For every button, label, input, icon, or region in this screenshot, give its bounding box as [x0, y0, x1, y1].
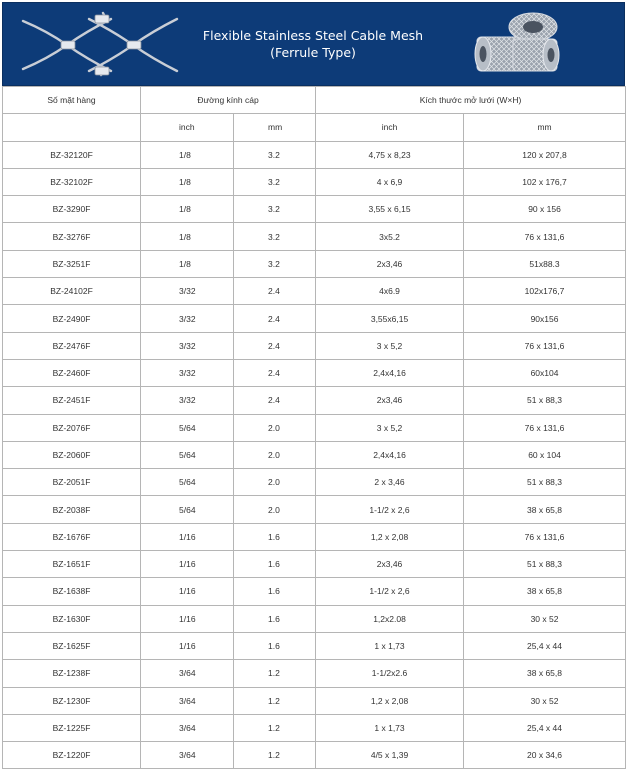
cell-diameter-inch: 3/64	[141, 742, 234, 769]
cell-diameter-mm: 2.4	[234, 359, 316, 386]
cell-diameter-inch: 5/64	[141, 496, 234, 523]
cell-item-no: BZ-2076F	[3, 414, 141, 441]
table-row	[3, 687, 626, 714]
cell-opening-mm: 102x176,7	[464, 278, 626, 305]
table-row	[3, 714, 626, 741]
cell-opening-mm: 20 x 34,6	[464, 742, 626, 769]
cell-item-no: BZ-2060F	[3, 441, 141, 468]
cell-opening-mm: 25,4 x 44	[464, 632, 626, 659]
table-body	[3, 141, 626, 769]
cell-opening-mm: 90 x 156	[464, 196, 626, 223]
cell-opening-mm: 60x104	[464, 359, 626, 386]
cell-opening-mm: 51x88.3	[464, 250, 626, 277]
cell-opening-inch: 1-1/2 x 2,6	[316, 578, 464, 605]
cell-diameter-mm: 1.2	[234, 714, 316, 741]
cell-diameter-mm: 1.2	[234, 687, 316, 714]
cell-opening-inch: 2 x 3,46	[316, 469, 464, 496]
cell-diameter-inch: 1/8	[141, 168, 234, 195]
spec-table	[2, 86, 626, 769]
cable-mesh-icon	[17, 9, 183, 81]
cell-item-no: BZ-3276F	[3, 223, 141, 250]
cell-diameter-inch: 3/64	[141, 660, 234, 687]
cell-diameter-mm: 3.2	[234, 250, 316, 277]
cell-opening-mm: 120 x 207,8	[464, 141, 626, 168]
table-row	[3, 660, 626, 687]
table-row	[3, 141, 626, 168]
subheader-opening-inch: inch	[316, 114, 464, 141]
cell-opening-inch: 2x3,46	[316, 250, 464, 277]
table-row	[3, 551, 626, 578]
cell-item-no: BZ-2038F	[3, 496, 141, 523]
cell-diameter-inch: 3/32	[141, 278, 234, 305]
cell-opening-mm: 51 x 88,3	[464, 469, 626, 496]
cell-opening-inch: 3,55x6,15	[316, 305, 464, 332]
cell-item-no: BZ-2460F	[3, 359, 141, 386]
cell-opening-mm: 76 x 131,6	[464, 523, 626, 550]
cell-diameter-inch: 3/32	[141, 305, 234, 332]
cell-opening-inch: 1-1/2x2.6	[316, 660, 464, 687]
cell-opening-inch: 2,4x4,16	[316, 441, 464, 468]
cell-item-no: BZ-1220F	[3, 742, 141, 769]
cell-opening-mm: 51 x 88,3	[464, 387, 626, 414]
cell-opening-inch: 1 x 1,73	[316, 714, 464, 741]
table-subheader-row	[3, 114, 626, 141]
cell-opening-inch: 2,4x4,16	[316, 359, 464, 386]
table-row	[3, 441, 626, 468]
table-row	[3, 632, 626, 659]
cell-opening-inch: 2x3,46	[316, 551, 464, 578]
cell-opening-mm: 38 x 65,8	[464, 578, 626, 605]
cell-item-no: BZ-32102F	[3, 168, 141, 195]
cell-opening-mm: 60 x 104	[464, 441, 626, 468]
cell-diameter-mm: 2.0	[234, 469, 316, 496]
cell-diameter-inch: 1/16	[141, 632, 234, 659]
banner-title-line1: Flexible Stainless Steel Cable Mesh	[202, 28, 424, 43]
cell-opening-mm: 25,4 x 44	[464, 714, 626, 741]
cell-opening-inch: 1,2x2.08	[316, 605, 464, 632]
cell-diameter-mm: 2.0	[234, 414, 316, 441]
cell-opening-inch: 1 x 1,73	[316, 632, 464, 659]
cell-opening-inch: 3x5.2	[316, 223, 464, 250]
cell-item-no: BZ-1238F	[3, 660, 141, 687]
table-row	[3, 387, 626, 414]
cell-diameter-inch: 1/8	[141, 141, 234, 168]
cell-opening-inch: 4/5 x 1,39	[316, 742, 464, 769]
cell-diameter-inch: 5/64	[141, 469, 234, 496]
cell-opening-inch: 4x6.9	[316, 278, 464, 305]
cell-diameter-inch: 3/64	[141, 714, 234, 741]
cell-diameter-mm: 3.2	[234, 223, 316, 250]
cell-opening-inch: 3 x 5,2	[316, 332, 464, 359]
cell-diameter-mm: 1.6	[234, 632, 316, 659]
header-item-no: Số mặt hàng	[3, 87, 141, 114]
cell-diameter-inch: 1/16	[141, 523, 234, 550]
cell-opening-mm: 30 x 52	[464, 687, 626, 714]
cell-opening-mm: 90x156	[464, 305, 626, 332]
header-mesh-opening: Kích thước mở lưới (W×H)	[316, 87, 626, 114]
subheader-empty	[3, 114, 141, 141]
cell-diameter-inch: 1/8	[141, 250, 234, 277]
table-header-row	[3, 87, 626, 114]
cell-opening-mm: 38 x 65,8	[464, 660, 626, 687]
cell-item-no: BZ-1651F	[3, 551, 141, 578]
cell-diameter-mm: 1.2	[234, 660, 316, 687]
subheader-opening-mm: mm	[464, 114, 626, 141]
cell-diameter-mm: 2.0	[234, 441, 316, 468]
cell-item-no: BZ-24102F	[3, 278, 141, 305]
table-row	[3, 578, 626, 605]
cell-opening-mm: 76 x 131,6	[464, 332, 626, 359]
cell-opening-mm: 51 x 88,3	[464, 551, 626, 578]
cell-diameter-mm: 2.4	[234, 332, 316, 359]
cell-diameter-mm: 2.4	[234, 387, 316, 414]
table-row	[3, 469, 626, 496]
cell-item-no: BZ-1625F	[3, 632, 141, 659]
cell-opening-inch: 1-1/2 x 2,6	[316, 496, 464, 523]
cell-opening-mm: 76 x 131,6	[464, 414, 626, 441]
cell-opening-inch: 3 x 5,2	[316, 414, 464, 441]
cell-item-no: BZ-2451F	[3, 387, 141, 414]
cell-item-no: BZ-2051F	[3, 469, 141, 496]
cell-item-no: BZ-1676F	[3, 523, 141, 550]
table-row	[3, 168, 626, 195]
cell-diameter-inch: 5/64	[141, 441, 234, 468]
cell-diameter-mm: 1.6	[234, 578, 316, 605]
cell-diameter-inch: 1/16	[141, 578, 234, 605]
cell-item-no: BZ-3290F	[3, 196, 141, 223]
cell-diameter-inch: 3/64	[141, 687, 234, 714]
subheader-diameter-mm: mm	[234, 114, 316, 141]
cell-diameter-inch: 1/16	[141, 551, 234, 578]
header-banner	[2, 2, 625, 86]
table-row	[3, 250, 626, 277]
cell-item-no: BZ-1230F	[3, 687, 141, 714]
table-row	[3, 496, 626, 523]
cell-item-no: BZ-1638F	[3, 578, 141, 605]
cell-opening-mm: 38 x 65,8	[464, 496, 626, 523]
table-row	[3, 332, 626, 359]
cell-diameter-mm: 1.6	[234, 523, 316, 550]
table-row	[3, 523, 626, 550]
cell-opening-mm: 102 x 176,7	[464, 168, 626, 195]
header-cable-diameter: Đường kính cáp	[141, 87, 316, 114]
cell-item-no: BZ-1225F	[3, 714, 141, 741]
cell-diameter-mm: 3.2	[234, 168, 316, 195]
cell-opening-mm: 76 x 131,6	[464, 223, 626, 250]
banner-title-line2: (Ferrule Type)	[270, 45, 356, 60]
subheader-diameter-inch: inch	[141, 114, 234, 141]
mesh-rolls-icon	[469, 9, 563, 79]
table-row	[3, 196, 626, 223]
cell-item-no: BZ-2476F	[3, 332, 141, 359]
table-row	[3, 359, 626, 386]
cell-diameter-mm: 2.4	[234, 278, 316, 305]
table-row	[3, 605, 626, 632]
cell-item-no: BZ-32120F	[3, 141, 141, 168]
cell-opening-inch: 2x3,46	[316, 387, 464, 414]
table-row	[3, 414, 626, 441]
banner-title	[193, 27, 433, 61]
cell-item-no: BZ-3251F	[3, 250, 141, 277]
cell-item-no: BZ-1630F	[3, 605, 141, 632]
table-row	[3, 278, 626, 305]
cell-opening-inch: 1,2 x 2,08	[316, 687, 464, 714]
cell-opening-inch: 3,55 x 6,15	[316, 196, 464, 223]
cell-diameter-mm: 1.6	[234, 551, 316, 578]
cell-diameter-inch: 5/64	[141, 414, 234, 441]
cell-diameter-mm: 1.2	[234, 742, 316, 769]
cell-diameter-mm: 2.0	[234, 496, 316, 523]
cell-diameter-inch: 1/8	[141, 223, 234, 250]
cell-diameter-mm: 3.2	[234, 141, 316, 168]
cell-diameter-mm: 1.6	[234, 605, 316, 632]
cell-diameter-inch: 3/32	[141, 332, 234, 359]
table-row	[3, 305, 626, 332]
cell-diameter-inch: 3/32	[141, 387, 234, 414]
cell-opening-inch: 1,2 x 2,08	[316, 523, 464, 550]
cell-diameter-inch: 3/32	[141, 359, 234, 386]
cell-opening-inch: 4 x 6,9	[316, 168, 464, 195]
table-row	[3, 742, 626, 769]
cell-diameter-mm: 2.4	[234, 305, 316, 332]
cell-diameter-inch: 1/8	[141, 196, 234, 223]
cell-item-no: BZ-2490F	[3, 305, 141, 332]
cell-diameter-mm: 3.2	[234, 196, 316, 223]
cell-opening-inch: 4,75 x 8,23	[316, 141, 464, 168]
cell-diameter-inch: 1/16	[141, 605, 234, 632]
table-row	[3, 223, 626, 250]
cell-opening-mm: 30 x 52	[464, 605, 626, 632]
